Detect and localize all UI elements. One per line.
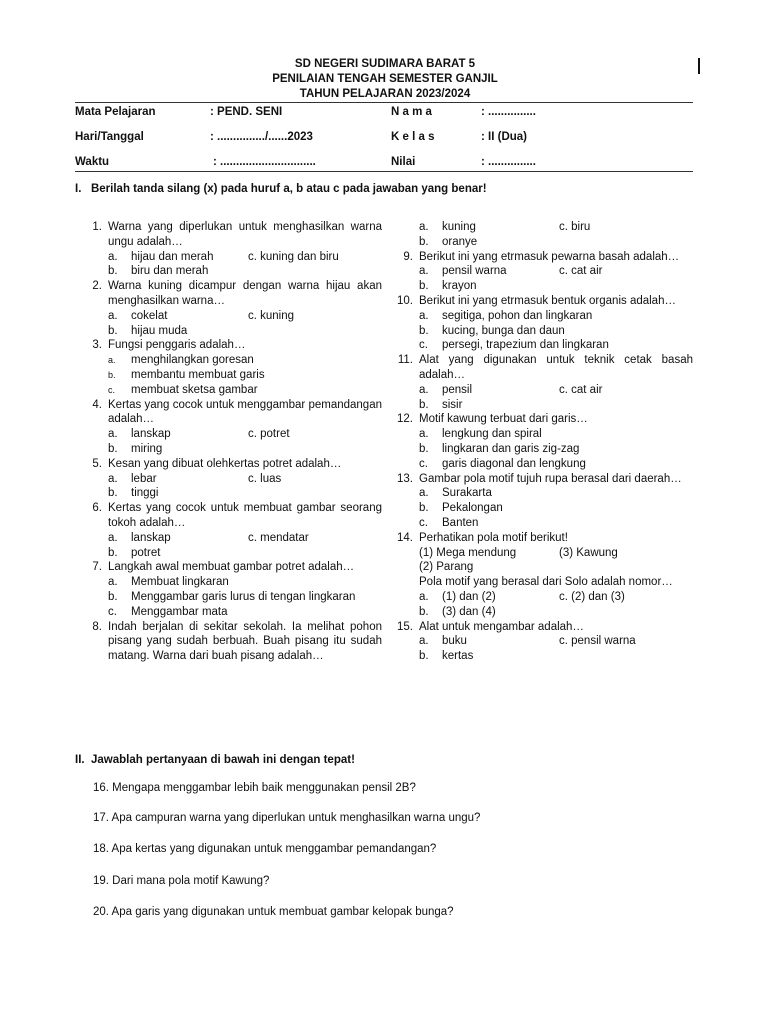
- option-10b: kucing, bunga dan daun: [442, 324, 565, 337]
- option-11b: sisir: [442, 398, 463, 411]
- question-11: 11. Alat yang digunakan untuk teknik cetak basah adalah…: [397, 354, 693, 381]
- option-8a: kuning: [442, 221, 476, 233]
- score-value: : ...............: [481, 156, 536, 168]
- class-value: : II (Dua): [481, 131, 527, 143]
- option-7a: Membuat lingkaran: [131, 576, 229, 589]
- question-2: 2. Warna kuning dicampur dengan warna hijau akan menghasilkan warna…: [92, 280, 382, 307]
- header-rule-top: [75, 102, 693, 103]
- question-14: 14. Perhatikan pola motif berikut!: [397, 531, 568, 544]
- option-14b: (3) dan (4): [442, 605, 496, 618]
- time-label: Waktu: [75, 156, 110, 168]
- motif-1: (1) Mega mendung: [419, 546, 517, 559]
- option-1c: c. kuning dan biru: [248, 250, 339, 263]
- academic-year: TAHUN PELAJARAN 2023/2024: [299, 88, 471, 100]
- section-1-heading: [75, 182, 487, 196]
- option-14a: (1) dan (2): [442, 590, 496, 603]
- option-2b: hijau muda: [131, 324, 188, 337]
- option-10a: segitiga, pohon dan lingkaran: [442, 309, 593, 322]
- option-4a: lanskap: [131, 428, 171, 441]
- option-3a: menghilangkan goresan: [131, 354, 254, 367]
- option-12a: lengkung dan spiral: [442, 428, 542, 441]
- essay-question-19: 19. Dari mana pola motif Kawung?: [93, 875, 270, 887]
- option-10c: persegi, trapezium dan lingkaran: [442, 339, 609, 352]
- question-13: 13. Gambar pola motif tujuh rupa berasal dari daerah…: [397, 472, 682, 485]
- essay-question-20: 20. Apa garis yang digunakan untuk membuat gambar kelopak bunga?: [93, 906, 454, 918]
- option-9c: c. cat air: [559, 265, 603, 278]
- questions-left-column: 1. Warna yang diperlukan untuk menghasilkan warna ungu adalah… a. hijau dan merah c. kuning dan biru b. biru dan merah 2. Warna kuning dicampur dengan warna hijau akan menghasilkan warna… a. cokelat c. kuning b. hijau muda 3. Fungsi penggaris adalah… a. menghilangkan goresan b. membantu membuat garis c. membuat sketsa gambar 4. Kertas yang cocok untuk menggambar pemandangan adalah… a. lanskap c. potret b. miring 5. Kesan yang dibuat olehkertas potret adalah… a. lebar c. luas b. tinggi 6. Kertas yang cocok untuk membuat gambar seorang tokoh adalah… a. lanskap c. mendatar b. potret 7. Langkah awal membuat gambar potret adalah… a. Membuat lingkaran b. Menggambar garis lurus di tengan lingkaran c. Menggambar mata 8. Indah berjalan di sekitar sekolah. Ia melihat pohon pisang yang sudah berbuah. Buah pisang itu sudah matang. Warna dari buah pisang adalah…: [86, 220, 382, 664]
- section-1-instruction: Berilah tanda silang (x) pada huruf a, b atau c pada jawaban yang benar!: [90, 183, 487, 195]
- question-9: 9. Berikut ini yang etrmasuk pewarna basah adalah…: [403, 250, 680, 263]
- section-2-heading: [75, 753, 355, 767]
- question-1: 1. Warna yang diperlukan untuk menghasilkan warna ungu adalah…: [92, 221, 382, 248]
- option-6a: lanskap: [131, 531, 171, 544]
- question-8: 8. Indah berjalan di sekitar sekolah. Ia melihat pohon pisang yang sudah berbuah. Buah pisang itu sudah matang. Warna dari buah pisang adalah…: [92, 620, 382, 663]
- option-13b: Pekalongan: [442, 502, 503, 515]
- school-name: SD NEGERI SUDIMARA BARAT 5: [294, 58, 476, 70]
- name-value: : ...............: [481, 106, 536, 118]
- score-label: Nilai: [391, 156, 416, 168]
- question-7: 7. Langkah awal membuat gambar potret adalah…: [92, 561, 355, 574]
- question-10: 10. Berikut ini yang etrmasuk bentuk organis adalah…: [397, 294, 676, 307]
- option-11a: pensil: [442, 383, 473, 396]
- option-12c: garis diagonal dan lengkung: [442, 457, 586, 470]
- option-5b: tinggi: [131, 487, 159, 500]
- option-8b: oranye: [442, 235, 478, 248]
- class-label: K e l a s: [391, 131, 435, 143]
- option-13a: Surakarta: [442, 487, 492, 500]
- name-label: N a m a: [391, 106, 432, 118]
- option-3b: membantu membuat garis: [131, 368, 265, 381]
- option-3c: membuat sketsa gambar: [131, 383, 258, 396]
- essay-question-18: 18. Apa kertas yang digunakan untuk menggambar pemandangan?: [93, 843, 437, 855]
- header-rule-bottom: [75, 171, 693, 172]
- option-8c: c. biru: [559, 221, 591, 233]
- motif-2: (2) Parang: [419, 561, 474, 574]
- questions-right-column: a. kuning c. biru b. oranye 9. Berikut ini yang etrmasuk pewarna basah adalah… a. pensil warna c. cat air b. krayon 10. Berikut ini yang etrmasuk bentuk organis adalah… a. segitiga, pohon dan lingkaran b. kucing, bunga dan daun c. persegi, trapezium dan lingkaran 11. Alat yang digunakan untuk teknik cetak basah adalah… a. pensil c. cat air b. sisir 12. Motif kawung terbuat dari garis… a. lengkung dan spiral b. lingkaran dan garis zig-zag c. garis diagonal dan lengkung 13. Gambar pola motif tujuh rupa berasal dari daerah… a. Surakarta b. Pekalongan c. Banten 14. Perhatikan pola motif berikut! (1) Mega mendung (3) Kawung (2) Parang Pola motif yang berasal dari Solo adalah nomor… a. (1) dan (2) c. (2) dan (3) b. (3) dan (4) 15. Alat untuk mengambar adalah… a. buku c. pensil warna b. kertas: [397, 221, 693, 663]
- question-3: 3. Fungsi penggaris adalah…: [92, 339, 246, 352]
- question-12: 12. Motif kawung terbuat dari garis…: [397, 413, 588, 426]
- question-15: 15. Alat untuk mengambar adalah…: [397, 620, 584, 633]
- question-14-prompt: Pola motif yang berasal dari Solo adalah nomor…: [419, 576, 673, 589]
- option-2c: c. kuning: [248, 309, 295, 322]
- question-5: 5. Kesan yang dibuat olehkertas potret adalah…: [92, 457, 342, 470]
- option-5c: c. luas: [248, 472, 282, 485]
- option-15c: c. pensil warna: [559, 635, 636, 648]
- subject-label: Mata Pelajaran: [75, 106, 156, 118]
- time-value: : ..............................: [213, 156, 316, 168]
- subject-value: : PEND. SENI: [210, 106, 283, 118]
- option-12b: lingkaran dan garis zig-zag: [442, 442, 580, 455]
- exam-title: PENILAIAN TENGAH SEMESTER GANJIL: [272, 73, 498, 85]
- date-value: : .............../......2023: [210, 131, 313, 143]
- option-1b: biru dan merah: [131, 265, 209, 278]
- option-6c: c. mendatar: [248, 531, 309, 544]
- option-5a: lebar: [131, 472, 157, 485]
- option-2a: cokelat: [131, 309, 168, 322]
- question-6: 6. Kertas yang cocok untuk membuat gambar seorang tokoh adalah…: [92, 502, 382, 529]
- option-4c: c. potret: [248, 428, 290, 441]
- option-4b: miring: [131, 442, 163, 455]
- essay-question-17: 17. Apa campuran warna yang diperlukan untuk menghasilkan warna ungu?: [93, 812, 481, 824]
- option-14c: c. (2) dan (3): [559, 590, 625, 603]
- date-label: Hari/Tanggal: [75, 131, 144, 143]
- option-9b: krayon: [442, 280, 477, 293]
- option-11c: c. cat air: [559, 383, 603, 396]
- motif-3: (3) Kawung: [559, 546, 618, 559]
- option-7b: Menggambar garis lurus di tengan lingkaran: [131, 590, 356, 603]
- option-15b: kertas: [442, 650, 474, 663]
- option-9a: pensil warna: [442, 265, 507, 278]
- section-2-number: II.: [75, 754, 85, 766]
- essay-question-16: 16. Mengapa menggambar lebih baik menggunakan pensil 2B?: [93, 782, 416, 794]
- option-6b: potret: [131, 546, 161, 559]
- text-cursor: [698, 58, 700, 74]
- option-13c: Banten: [442, 516, 479, 529]
- section-1-number: I.: [75, 183, 82, 195]
- section-2-instruction: Jawablah pertanyaan di bawah ini dengan tepat!: [90, 754, 355, 766]
- option-1a: hijau dan merah: [131, 250, 214, 263]
- question-4: 4. Kertas yang cocok untuk menggambar pemandangan adalah…: [92, 398, 382, 426]
- option-15a: buku: [442, 635, 467, 648]
- option-7c: Menggambar mata: [131, 605, 228, 618]
